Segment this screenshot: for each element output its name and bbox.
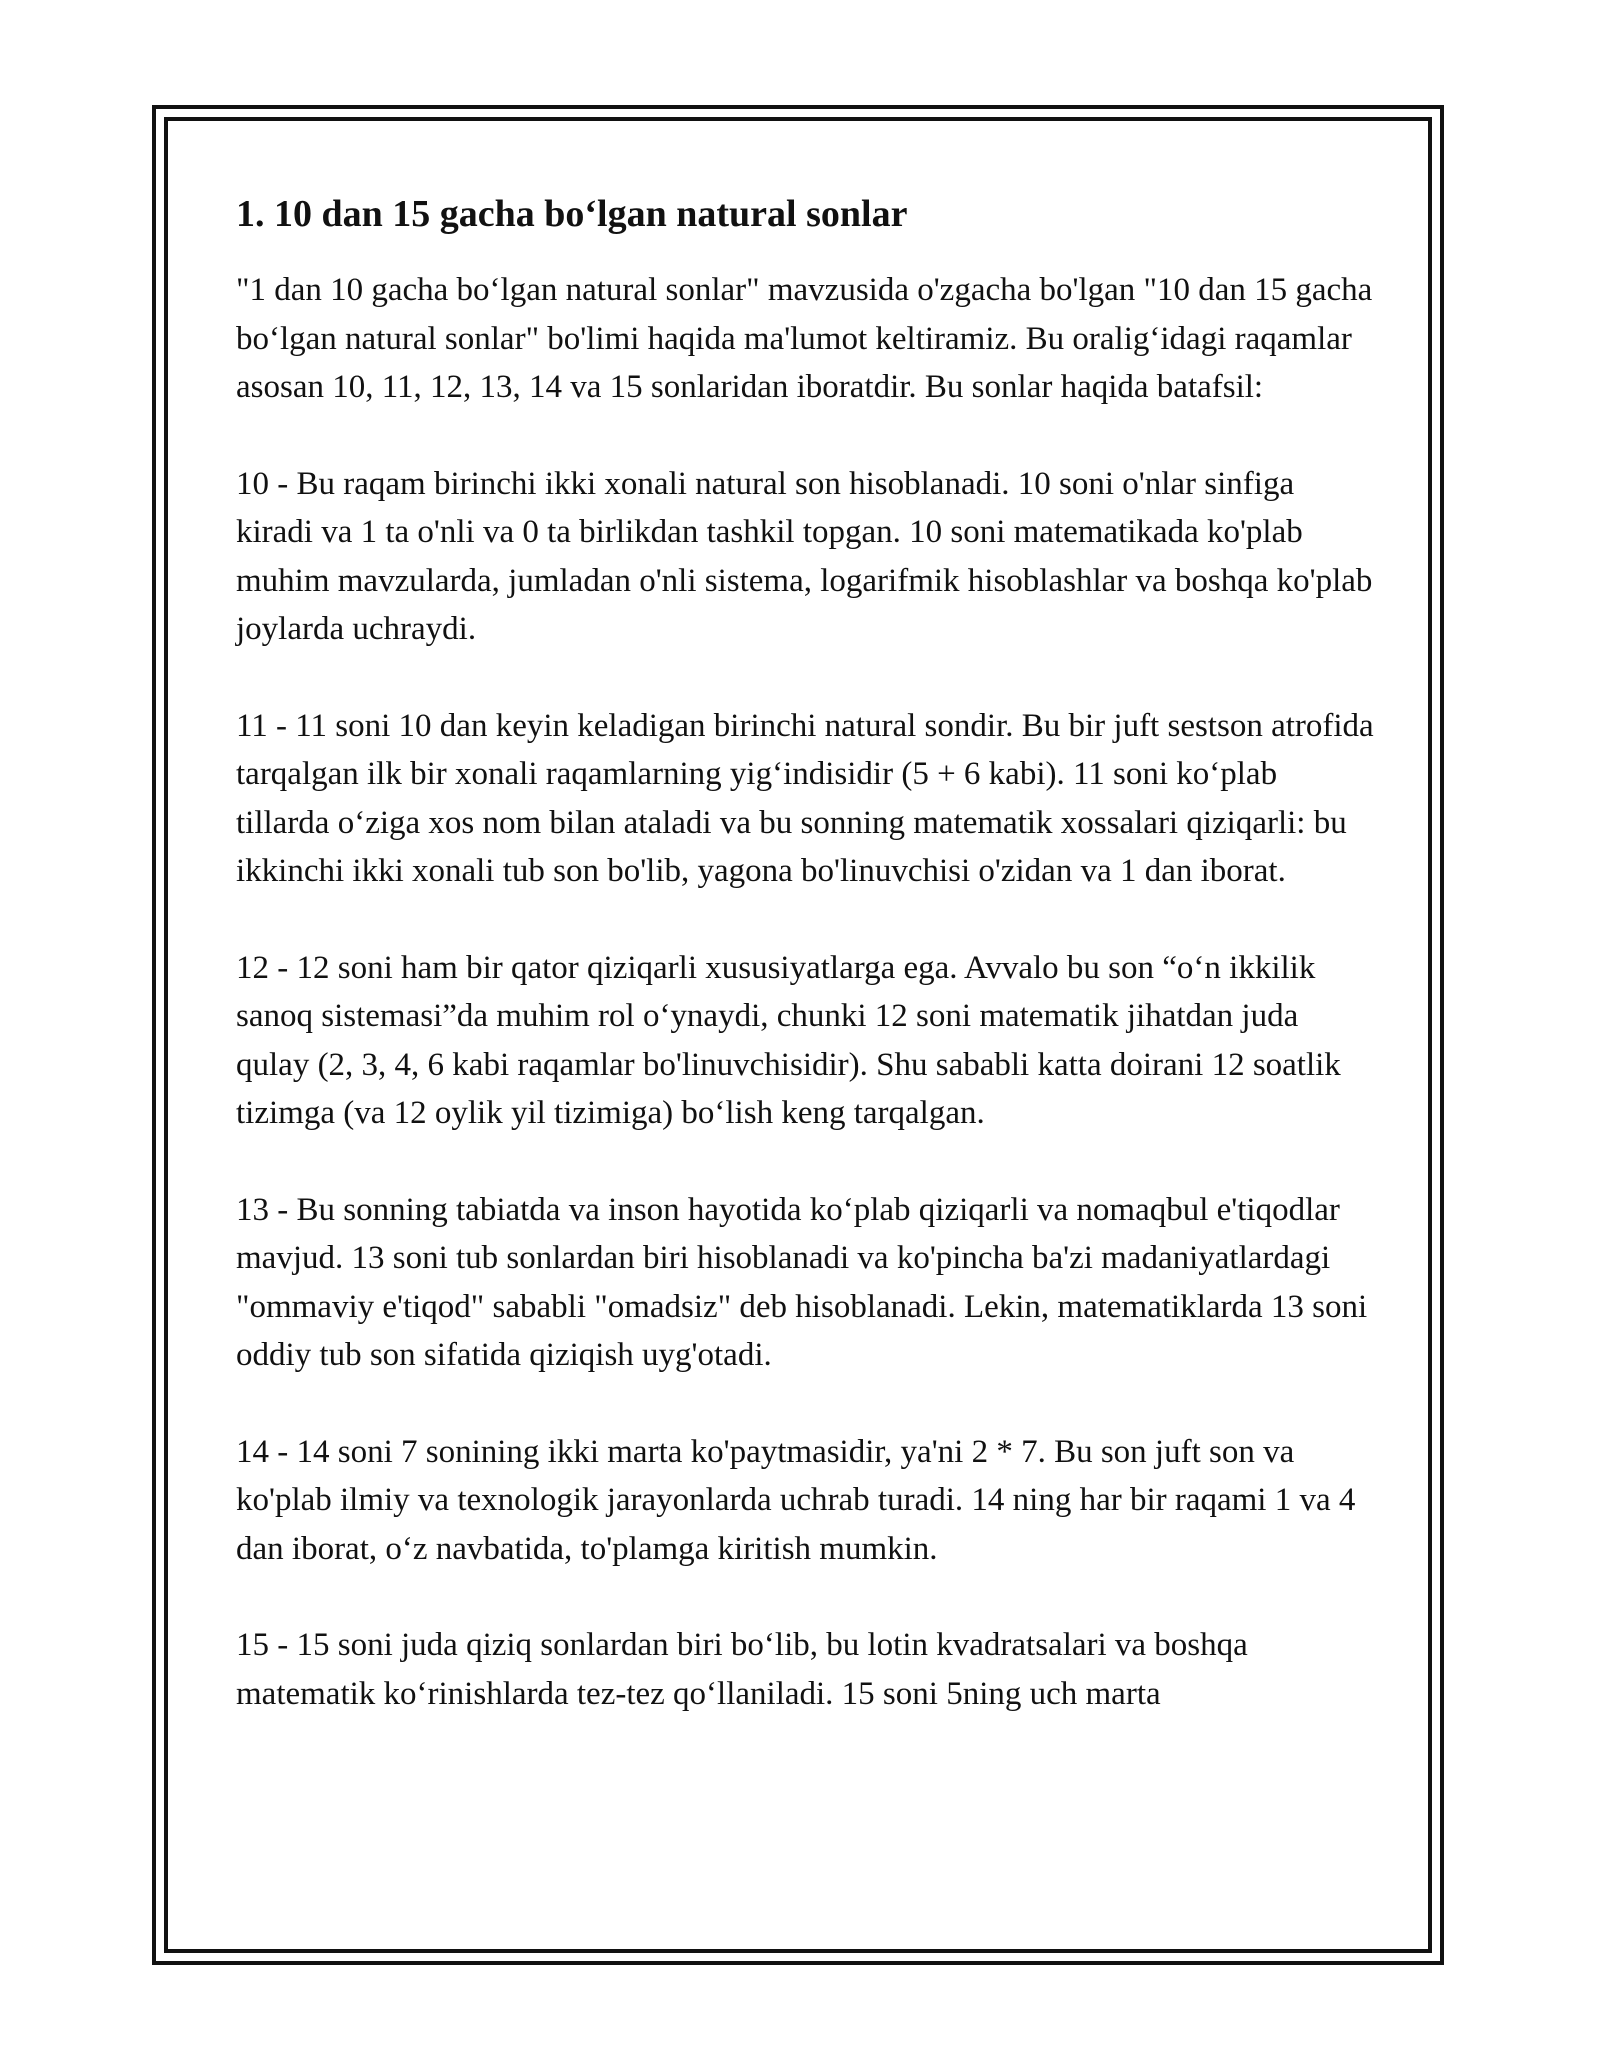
document-body <box>236 190 1376 1766</box>
paragraph-intro: "1 dan 10 gacha boʻlgan natural sonlar" mavzusida o'zgacha bo'lgan "10 dan 15 gacha boʻlgan natural sonlar" bo'limi haqida ma'lumot keltiramiz. Bu oraligʻidagi raqamlar asosan 10, 11, 12, 13, 14 va 15 sonlaridan iboratdir. Bu sonlar haqida batafsil: <box>236 272 1373 405</box>
section-heading: 1. 10 dan 15 gacha boʻlgan natural sonlar <box>236 193 908 235</box>
paragraph-number-13: 13 - Bu sonning tabiatda va inson hayotida koʻplab qiziqarli va nomaqbul e'tiqodlar mavjud. 13 soni tub sonlardan biri hisoblanadi va ko'pincha ba'zi madaniyatlardagi "ommaviy e'tiqod" sababli "omadsiz" deb hisoblanadi. Lekin, matematiklarda 13 soni oddiy tub son sifatida qiziqish uyg'otadi. <box>236 1191 1368 1373</box>
paragraph-number-11: 11 - 11 soni 10 dan keyin keladigan birinchi natural sondir. Bu bir juft sestson atrofida tarqalgan ilk bir xonali raqamlarning yigʻindisidir (5 + 6 kabi). 11 soni koʻplab tillarda oʻziga xos nom bilan ataladi va bu sonning matematik xossalari qiziqarli: bu ikkinchi ikki xonali tub son bo'lib, yagona bo'linuvchisi o'zidan va 1 dan iborat. <box>236 707 1374 889</box>
paragraph-number-14: 14 - 14 soni 7 sonining ikki marta ko'paytmasidir, ya'ni 2 * 7. Bu son juft son va ko'plab ilmiy va texnologik jarayonlarda uchrab turadi. 14 ning har bir raqami 1 va 4 dan iborat, oʻz navbatida, to'plamga kiritish mumkin. <box>236 1433 1356 1567</box>
paragraph-number-10: 10 - Bu raqam birinchi ikki xonali natural son hisoblanadi. 10 soni o'nlar sinfiga kiradi va 1 ta o'nli va 0 ta birlikdan tashkil topgan. 10 soni matematikada ko'plab muhim mavzularda, jumladan o'nli sistema, logarifmik hisoblashlar va boshqa ko'plab joylarda uchraydi. <box>236 465 1373 647</box>
paragraph-number-15: 15 - 15 soni juda qiziq sonlardan biri boʻlib, bu lotin kvadratsalari va boshqa matematik koʻrinishlarda tez-tez qoʻllaniladi. 15 soni 5ning uch marta <box>236 1627 1248 1712</box>
paragraph-number-12: 12 - 12 soni ham bir qator qiziqarli xususiyatlarga ega. Avvalo bu son “oʻn ikkilik sanoq sistemasi”da muhim rol oʻynaydi, chunki 12 soni matematik jihatdan juda qulay (2, 3, 4, 6 kabi raqamlar bo'linuvchisidir). Shu sababli katta doirani 12 soatlik tizimga (va 12 oylik yil tizimiga) boʻlish keng tarqalgan. <box>236 949 1341 1131</box>
